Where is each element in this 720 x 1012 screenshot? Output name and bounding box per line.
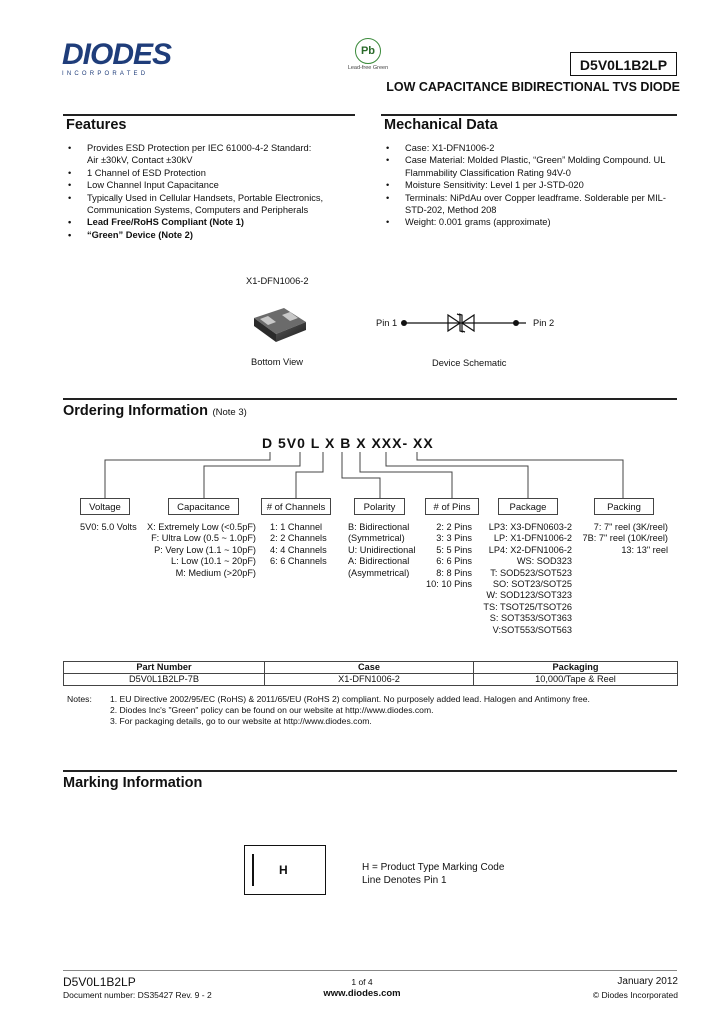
- package-option: V:SOT553/SOT563: [492, 624, 572, 635]
- capacitance-option: F: Ultra Low (0.5 ~ 1.0pF): [151, 533, 256, 544]
- marking-code: H: [279, 863, 288, 877]
- mechanical-item: [383, 216, 683, 228]
- package-option: W: SOD123/SOT323: [486, 590, 572, 601]
- package-option: TS: TSOT25/TSOT26: [483, 601, 572, 612]
- diodes-logo: [62, 40, 212, 84]
- package-option: S: SOT353/SOT363: [489, 613, 572, 624]
- ordering-note: (Note 3): [212, 407, 247, 418]
- ordering-heading-row: [63, 402, 247, 420]
- bottom-view-label: Bottom View: [251, 357, 304, 367]
- cell-packaging: 10,000/Tape & Reel: [474, 674, 678, 686]
- channels-option: 6: 6 Channels: [270, 556, 327, 567]
- packing-options: [580, 522, 668, 556]
- note-3: 3. For packaging details, go to our website at http://www.diodes.com.: [110, 716, 372, 726]
- pins-option: 10: 10 Pins: [426, 579, 472, 590]
- category-channels: # of Channels: [261, 498, 331, 515]
- logo-subtitle: INCORPORATED: [62, 71, 149, 77]
- notes-label: Notes:: [67, 694, 92, 704]
- features-heading: Features: [66, 117, 127, 133]
- pin2-label: Pin 2: [533, 318, 555, 328]
- footer-page: 1 of 4: [351, 977, 373, 987]
- footer-copyright: © Diodes Incorporated: [592, 990, 678, 1000]
- capacitance-options: [130, 522, 256, 579]
- capacitance-option: X: Extremely Low (<0.5pF): [146, 522, 256, 532]
- features-item-text: “Green” Device (Note 2): [87, 229, 193, 240]
- voltage-options: [80, 522, 137, 533]
- features-item: [65, 229, 365, 241]
- mechanical-item-text: Moisture Sensitivity: Level 1 per J-STD-020: [405, 180, 584, 191]
- note-1: 1. EU Directive 2002/95/EC (RoHS) & 2011/65/EU (RoHS 2) compliant. No purposely added lead. Halogen and Antimony free.: [110, 694, 590, 704]
- note-2: 2. Diodes Inc's "Green" policy can be found on our website at http://www.diodes.com.: [110, 705, 434, 715]
- mechanical-item: [383, 142, 683, 154]
- ordering-heading: Ordering Information: [63, 403, 208, 419]
- polarity-option: A: Bidirectional: [348, 556, 410, 567]
- ordering-table-header: [64, 662, 678, 674]
- footer-part-number: D5V0L1B2LP: [63, 975, 136, 989]
- features-item: [65, 179, 365, 191]
- channel-options: [270, 522, 327, 568]
- features-item: [65, 216, 365, 228]
- package-option: LP3: X3-DFN0603-2: [488, 522, 572, 532]
- polarity-options: [348, 522, 415, 579]
- capacitance-option: M: Medium (>20pF): [175, 567, 256, 578]
- package-options: [474, 522, 572, 636]
- pins-option: 5: 5 Pins: [436, 544, 472, 555]
- pins-option: 6: 6 Pins: [436, 556, 472, 567]
- pins-option: 2: 2 Pins: [436, 522, 472, 532]
- capacitance-option: L: Low (10.1 ~ 20pF): [170, 556, 256, 567]
- mechanical-item-text: Case: X1-DFN1006-2: [405, 143, 495, 153]
- packing-option: 7: 7" reel (3K/reel): [593, 522, 668, 532]
- schematic-label: Device Schematic: [432, 358, 507, 368]
- capacitance-option: P: Very Low (1.1 ~ 10pF): [154, 544, 256, 555]
- features-item-text: Lead Free/RoHS Compliant (Note 1): [87, 217, 245, 228]
- package-option: LP4: X2-DFN1006-2: [488, 544, 572, 555]
- ordering-rule: [63, 398, 677, 400]
- mechanical-item-text: Weight: 0.001 grams (approximate): [405, 217, 551, 228]
- footer-date: January 2012: [617, 976, 678, 987]
- category-polarity: Polarity: [354, 498, 405, 515]
- mechanical-item: [383, 192, 683, 217]
- header-part-number: D5V0L1B2LP: [570, 52, 677, 76]
- features-item: [65, 192, 365, 217]
- category-pins: # of Pins: [425, 498, 479, 515]
- category-package: Package: [498, 498, 558, 515]
- ordering-code: D 5V0 L X B X XXX- XX: [262, 435, 434, 451]
- mechanical-rule: [381, 114, 677, 116]
- package-label: X1-DFN1006-2: [246, 276, 309, 286]
- footer-website-link[interactable]: www.diodes.com: [323, 988, 401, 999]
- pins-option: 3: 3 Pins: [436, 533, 472, 544]
- mechanical-item-text: STD-202, Method 208: [405, 205, 497, 216]
- pin1-label: Pin 1: [376, 318, 398, 328]
- footer-document-number: Document number: DS35427 Rev. 9 - 2: [63, 990, 212, 1000]
- category-capacitance: Capacitance: [168, 498, 239, 515]
- pins-option: 8: 8 Pins: [436, 567, 472, 578]
- mechanical-item-text: Case Material: Molded Plastic, “Green” Molding Compound. UL: [405, 155, 666, 166]
- lead-free-icon: Pb: [355, 38, 381, 64]
- polarity-option: (Symmetrical): [348, 533, 405, 544]
- features-item-text: Low Channel Input Capacitance: [87, 180, 219, 191]
- package-option: SO: SOT23/SOT25: [492, 579, 572, 590]
- packing-option: 13: 13" reel: [621, 544, 668, 555]
- polarity-option: (Asymmetrical): [348, 567, 410, 578]
- document-title: LOW CAPACITANCE BIDIRECTIONAL TVS DIODE: [386, 80, 680, 94]
- pin-options: [420, 522, 472, 590]
- polarity-option: B: Bidirectional: [348, 522, 410, 532]
- cell-part-number: D5V0L1B2LP-7B: [64, 674, 265, 686]
- marking-heading: Marking Information: [63, 775, 203, 791]
- package-bottom-view-image: [248, 302, 310, 348]
- mechanical-heading: Mechanical Data: [384, 117, 498, 133]
- mechanical-item-text: Flammability Classification Rating 94V-0: [405, 167, 571, 178]
- package-option: T: SOD523/SOT523: [490, 567, 572, 578]
- lead-free-badge: [346, 38, 390, 76]
- category-packing: Packing: [594, 498, 654, 515]
- features-item-text: Typically Used in Cellular Handsets, Portable Electronics,: [87, 192, 324, 203]
- pin1-marking-line: [252, 854, 254, 886]
- lead-free-label: Lead-free Green: [347, 65, 389, 71]
- marking-diagram: [244, 845, 326, 895]
- packing-option: 7B: 7" reel (10K/reel): [582, 533, 668, 544]
- features-list: [65, 142, 365, 241]
- features-item-text: Provides ESD Protection per IEC 61000-4-2 Standard:: [87, 143, 312, 153]
- features-item-text: 1 Channel of ESD Protection: [87, 167, 206, 178]
- ordering-table: [63, 661, 678, 686]
- notes-list: [110, 694, 680, 727]
- features-item: [65, 142, 365, 167]
- package-option: WS: SOD323: [516, 556, 572, 567]
- mechanical-item: [383, 179, 683, 191]
- mechanical-list: [383, 142, 683, 229]
- marking-legend-2: Line Denotes Pin 1: [362, 875, 447, 886]
- features-rule: [63, 114, 355, 116]
- table-row: [64, 674, 678, 686]
- ordering-connector-lines: [0, 452, 720, 500]
- channels-option: 4: 4 Channels: [270, 544, 327, 555]
- marking-rule: [63, 770, 677, 772]
- logo-wordmark: DIODES: [62, 38, 172, 71]
- device-schematic-image: [400, 308, 530, 338]
- channels-option: 2: 2 Channels: [270, 533, 327, 544]
- category-voltage: Voltage: [80, 498, 130, 515]
- polarity-option: U: Unidirectional: [348, 544, 416, 555]
- features-item: [65, 167, 365, 179]
- cell-case: X1-DFN1006-2: [265, 674, 474, 686]
- voltage-option: 5V0: 5.0 Volts: [80, 522, 137, 532]
- mechanical-item-text: Terminals: NiPdAu over Copper leadframe. Solderable per MIL-: [405, 192, 666, 203]
- col-packaging: Packaging: [474, 662, 678, 674]
- features-item-text: Air ±30kV, Contact ±30kV: [87, 155, 193, 166]
- channels-option: 1: 1 Channel: [270, 522, 323, 532]
- col-part-number: Part Number: [64, 662, 265, 674]
- marking-legend-1: H = Product Type Marking Code: [362, 862, 505, 873]
- package-option: LP: X1-DFN1006-2: [493, 533, 572, 544]
- features-item-text: Communication Systems, Computers and Peripherals: [87, 205, 309, 216]
- footer-rule: [63, 970, 677, 971]
- mechanical-item: [383, 154, 683, 179]
- col-case: Case: [265, 662, 474, 674]
